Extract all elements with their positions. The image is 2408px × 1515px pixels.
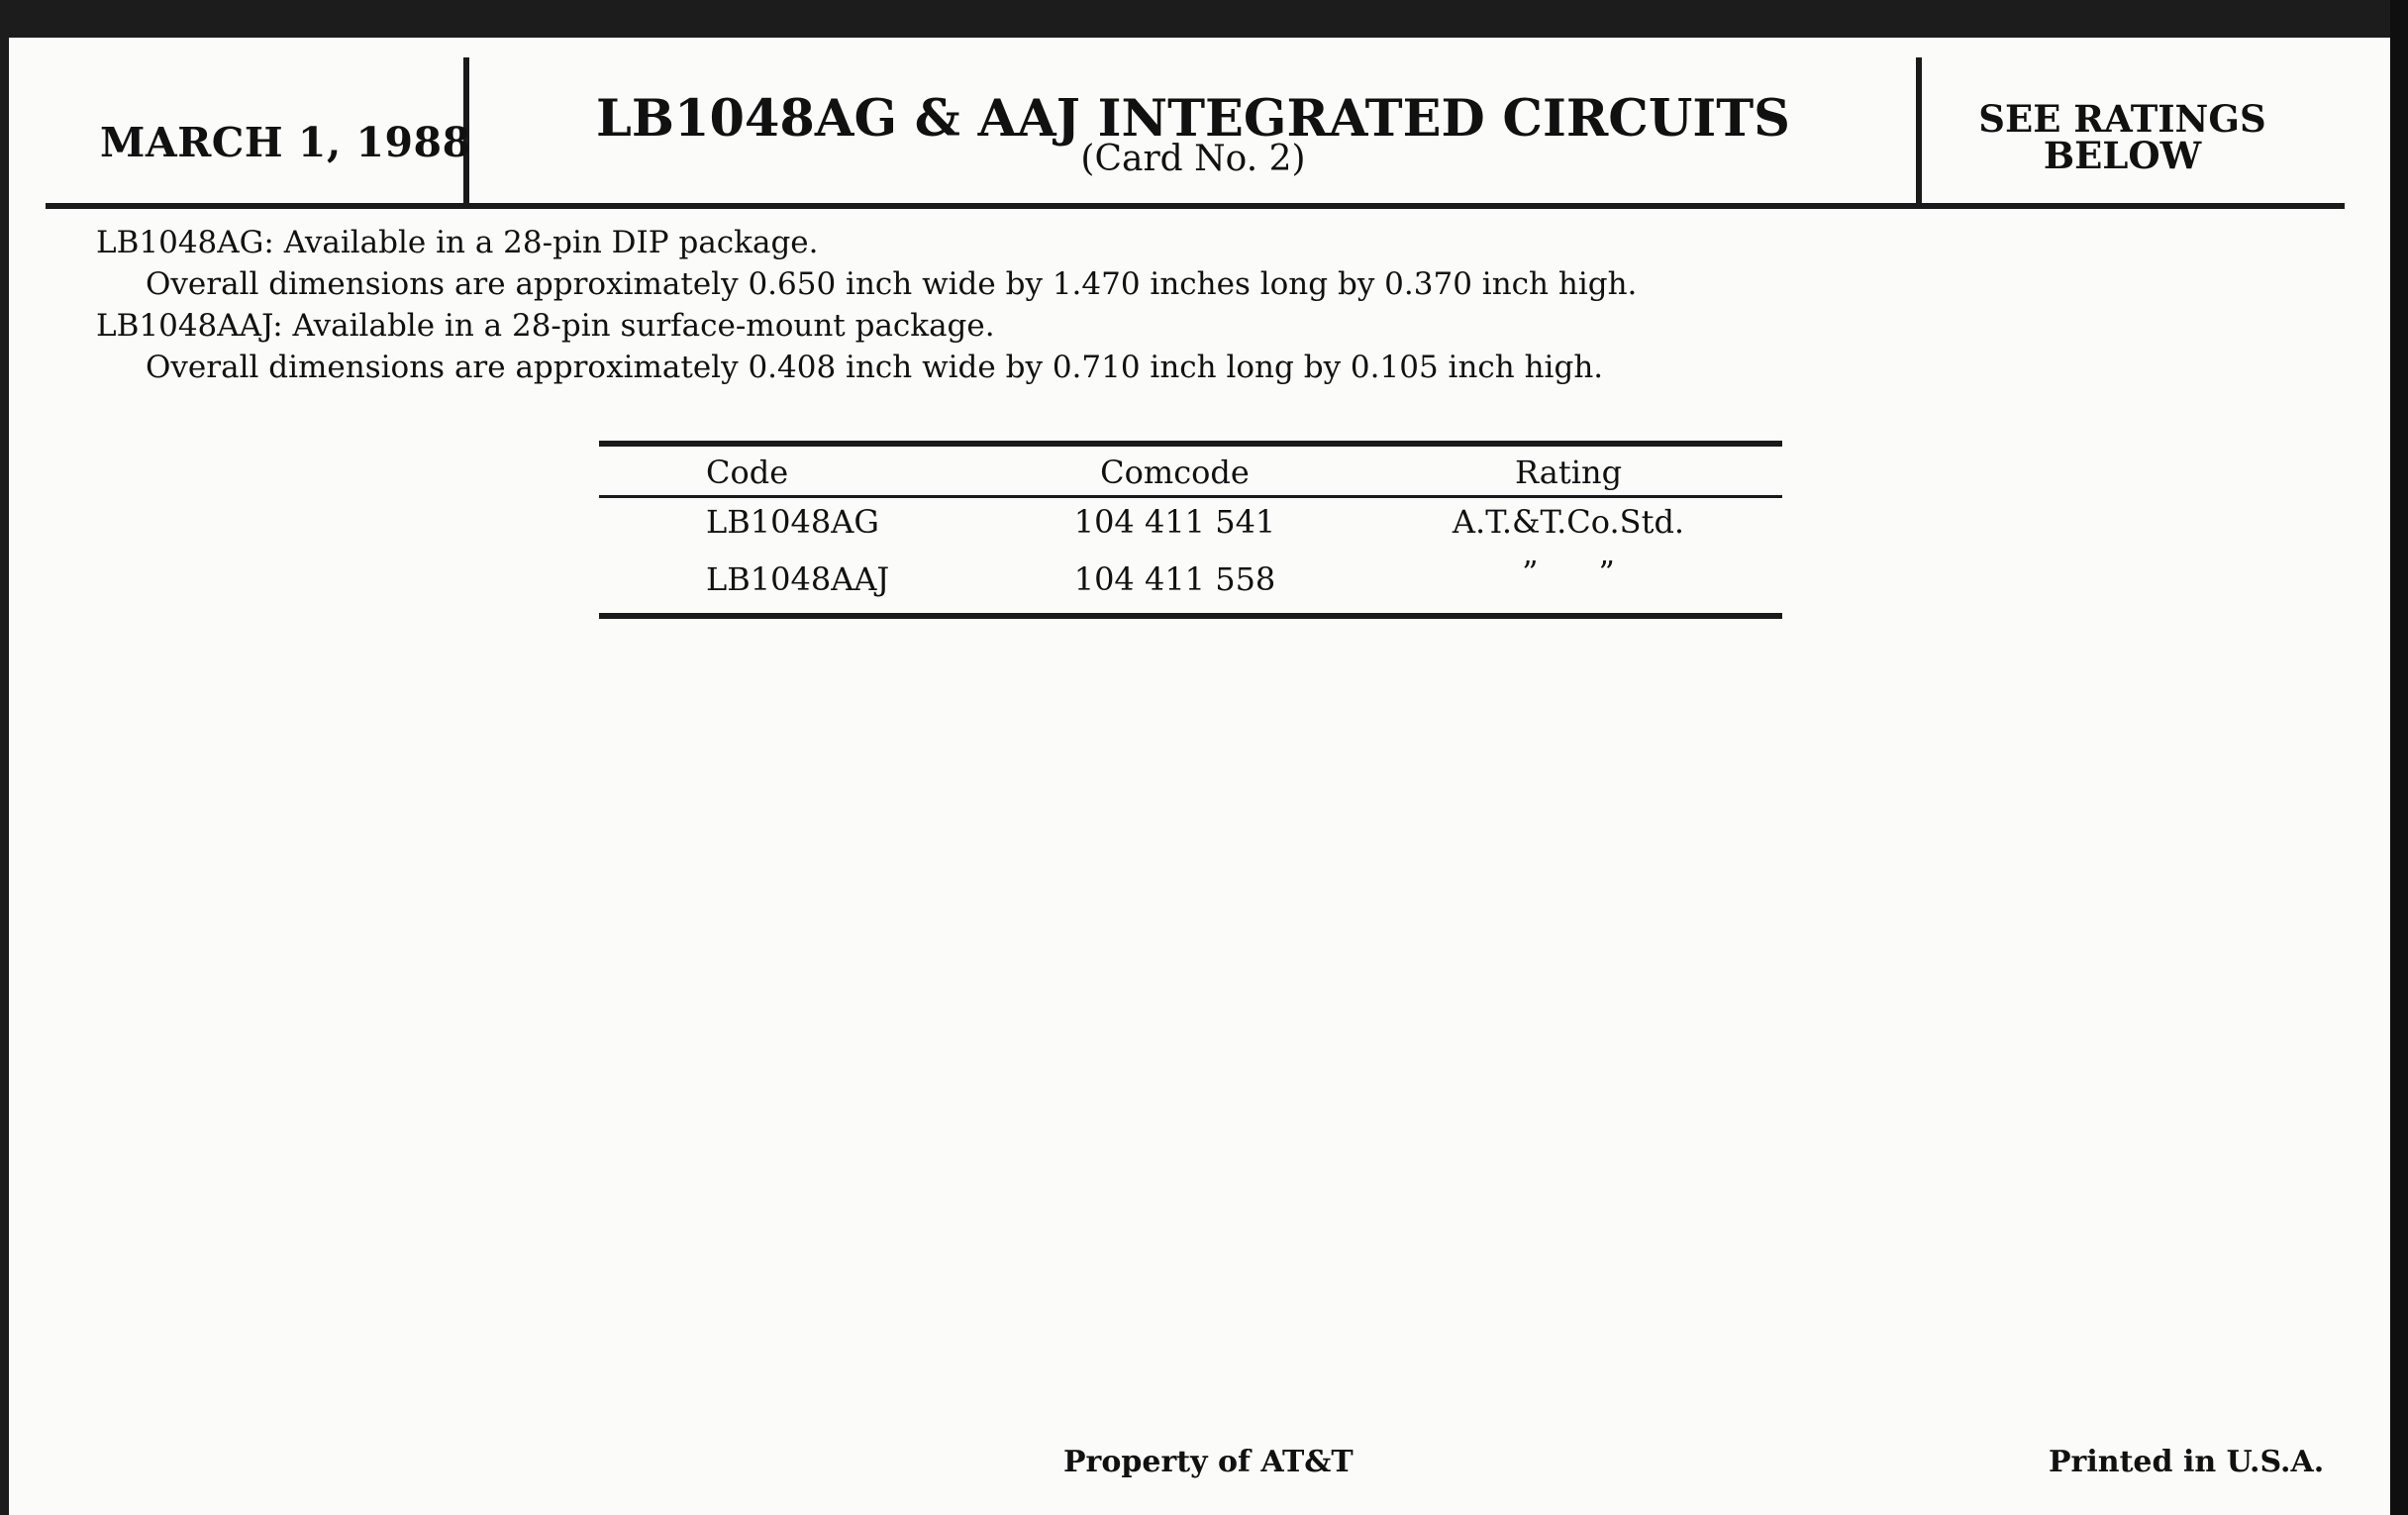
- table-header-rating: Rating: [1514, 454, 1623, 491]
- card-date: MARCH 1, 1988: [100, 119, 471, 166]
- ratings-note-line-2: BELOW: [2043, 134, 2202, 177]
- footer-printed: Printed in U.S.A.: [2049, 1445, 2325, 1479]
- card-subtitle: (Card No. 2): [1080, 139, 1306, 179]
- ratings-note: [1922, 97, 2323, 177]
- description-line: Overall dimensions are approximately 0.650 inch wide by 1.470 inches long by 0.370 inch high.: [146, 266, 1638, 302]
- header-rule: [46, 203, 2345, 209]
- table-header-code: Code: [706, 454, 789, 491]
- table-top-rule: [599, 441, 1782, 447]
- table-cell-rating: A.T.&T.Co.Std.: [1452, 503, 1685, 541]
- table-cell-code: LB1048AAJ: [706, 560, 890, 598]
- table-cell-code: LB1048AG: [706, 503, 879, 541]
- description-line: LB1048AAJ: Available in a 28-pin surface-mount package.: [96, 308, 995, 344]
- table-cell-comcode: 104 411 541: [1073, 503, 1276, 541]
- index-card: [9, 38, 2390, 1515]
- footer-property: Property of AT&T: [1063, 1445, 1354, 1479]
- table-header-rule: [599, 495, 1782, 498]
- card-title: LB1048AG & AAJ INTEGRATED CIRCUITS: [596, 89, 1790, 149]
- table-header-comcode: Comcode: [1100, 454, 1250, 491]
- table-cell-comcode: 104 411 558: [1073, 560, 1276, 598]
- scan-edge: [2390, 0, 2408, 1515]
- description-line: Overall dimensions are approximately 0.408 inch wide by 0.710 inch long by 0.105 inch high.: [146, 350, 1604, 385]
- description-line: LB1048AG: Available in a 28-pin DIP package.: [96, 225, 819, 260]
- ratings-note-line-1: SEE RATINGS: [1978, 97, 2266, 141]
- table-bottom-rule: [599, 613, 1782, 619]
- table-cell-rating: ” ”: [1522, 554, 1615, 591]
